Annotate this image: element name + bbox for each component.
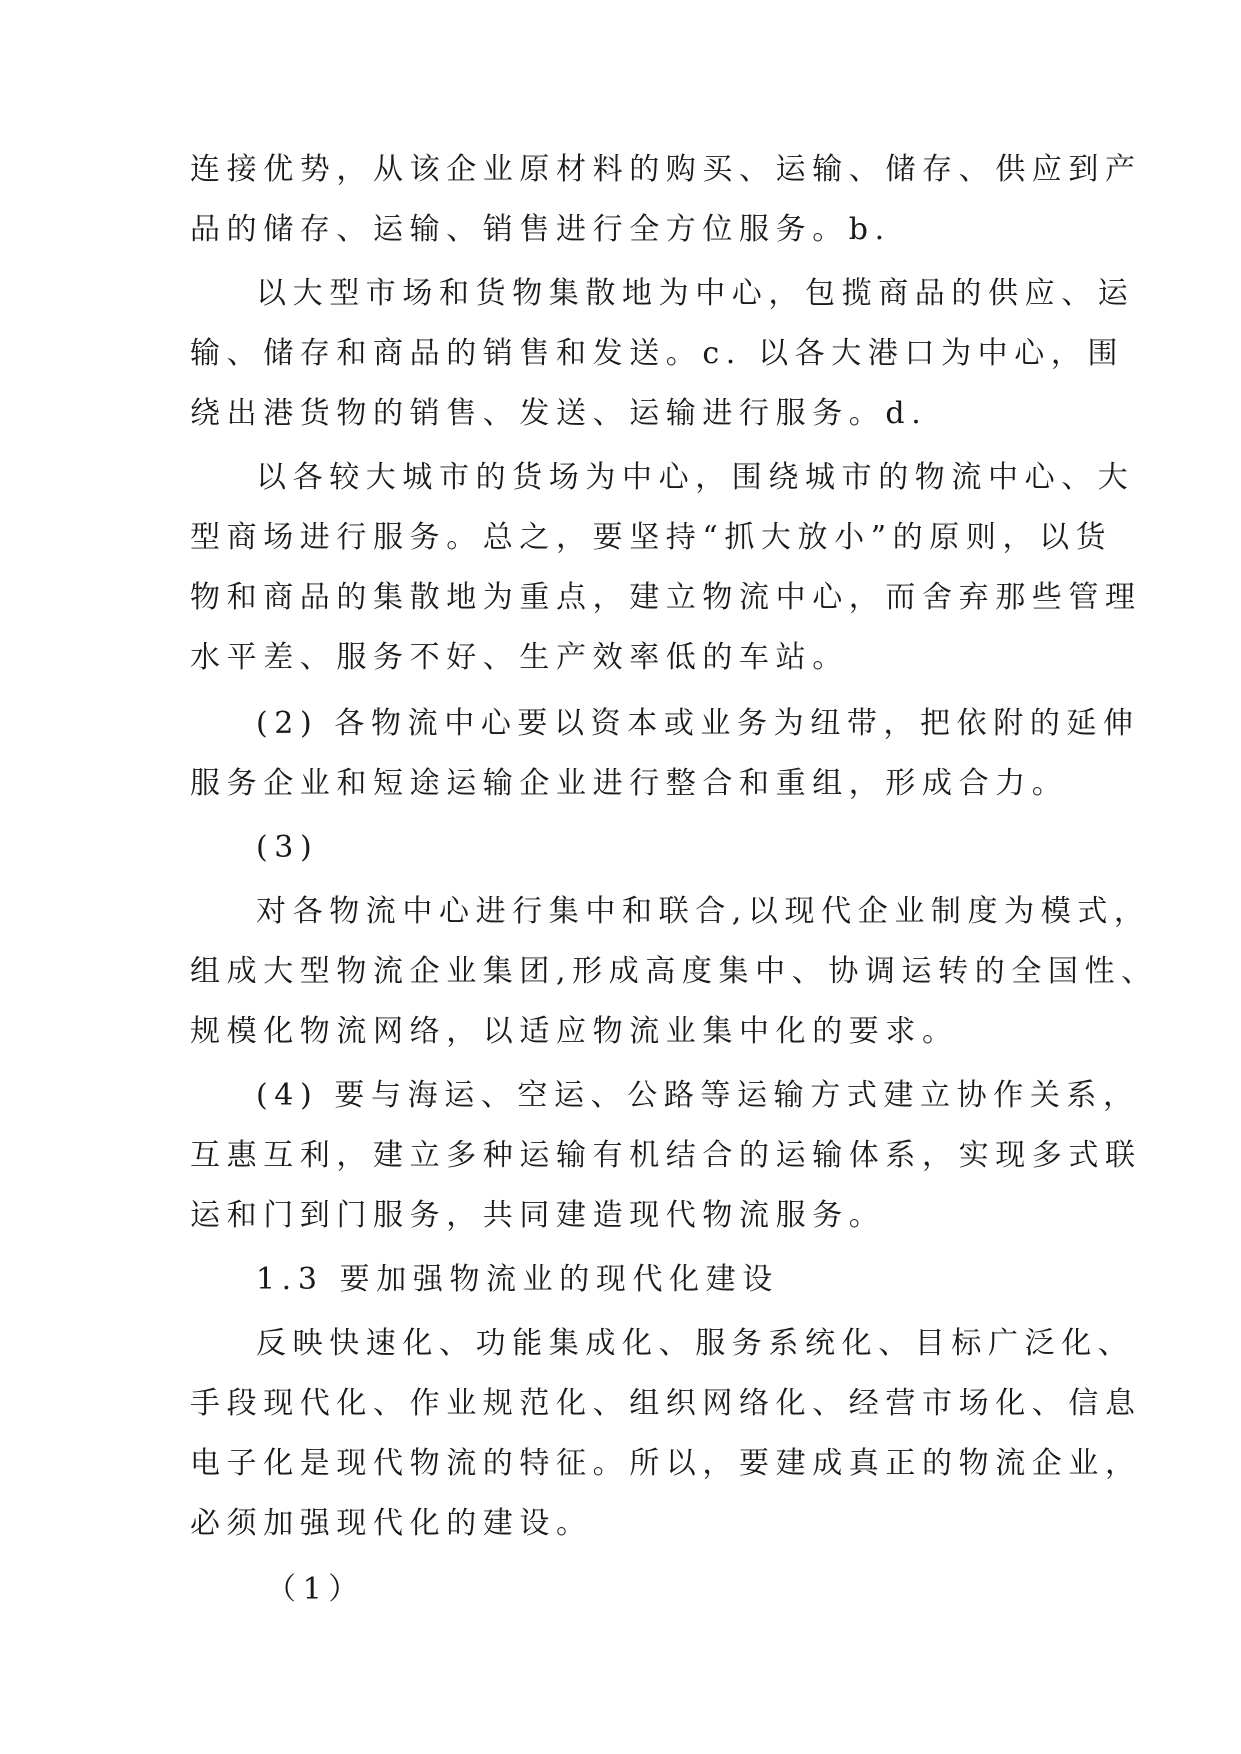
text-line: 物和商品的集散地为重点，建立物流中心，而舍弃那些管理 (190, 580, 1142, 615)
list-number: (3) (256, 830, 319, 865)
text-line: 电子化是现代物流的特征。所以，要建成真正的物流企业， (190, 1446, 1142, 1481)
text-line: 绕出港货物的销售、发送、运输进行服务。d. (190, 396, 928, 431)
section-heading: 1.3 要加强物流业的现代化建设 (256, 1262, 779, 1297)
paragraph-start-line: (2) 各物流中心要以资本或业务为纽带，把依附的延伸 (256, 706, 1140, 741)
text-line: 型商场进行服务。总之，要坚持“抓大放小”的原则，以货 (190, 520, 1113, 555)
paragraph-start-line: 以大型市场和货物集散地为中心，包揽商品的供应、运 (256, 276, 1135, 311)
text-line: 连接优势，从该企业原材料的购买、运输、储存、供应到产 (190, 152, 1142, 187)
paragraph-start-line: (4) 要与海运、空运、公路等运输方式建立协作关系， (256, 1078, 1140, 1113)
text-line: 必须加强现代化的建设。 (190, 1506, 593, 1541)
paragraph-start-line: 反映快速化、功能集成化、服务系统化、目标广泛化、 (256, 1326, 1135, 1361)
text-line: 水平差、服务不好、生产效率低的车站。 (190, 640, 849, 675)
text-line: 品的储存、运输、销售进行全方位服务。b. (190, 212, 891, 247)
text-line: 运和门到门服务，共同建造现代物流服务。 (190, 1198, 886, 1233)
text-line: 规模化物流网络，以适应物流业集中化的要求。 (190, 1014, 959, 1049)
list-number: （1） (266, 1572, 365, 1607)
paragraph-start-line: 对各物流中心进行集中和联合,以现代企业制度为模式， (256, 894, 1151, 929)
text-line: 组成大型物流企业集团,形成高度集中、协调运转的全国性、 (190, 954, 1158, 989)
text-line: 互惠互利，建立多种运输有机结合的运输体系，实现多式联 (190, 1138, 1142, 1173)
text-line: 服务企业和短途运输企业进行整合和重组，形成合力。 (190, 766, 1069, 801)
paragraph-start-line: 以各较大城市的货场为中心，围绕城市的物流中心、大 (256, 460, 1135, 495)
text-line: 输、储存和商品的销售和发送。c. 以各大港口为中心，围 (190, 336, 1125, 371)
text-line: 手段现代化、作业规范化、组织网络化、经营市场化、信息 (190, 1386, 1142, 1421)
